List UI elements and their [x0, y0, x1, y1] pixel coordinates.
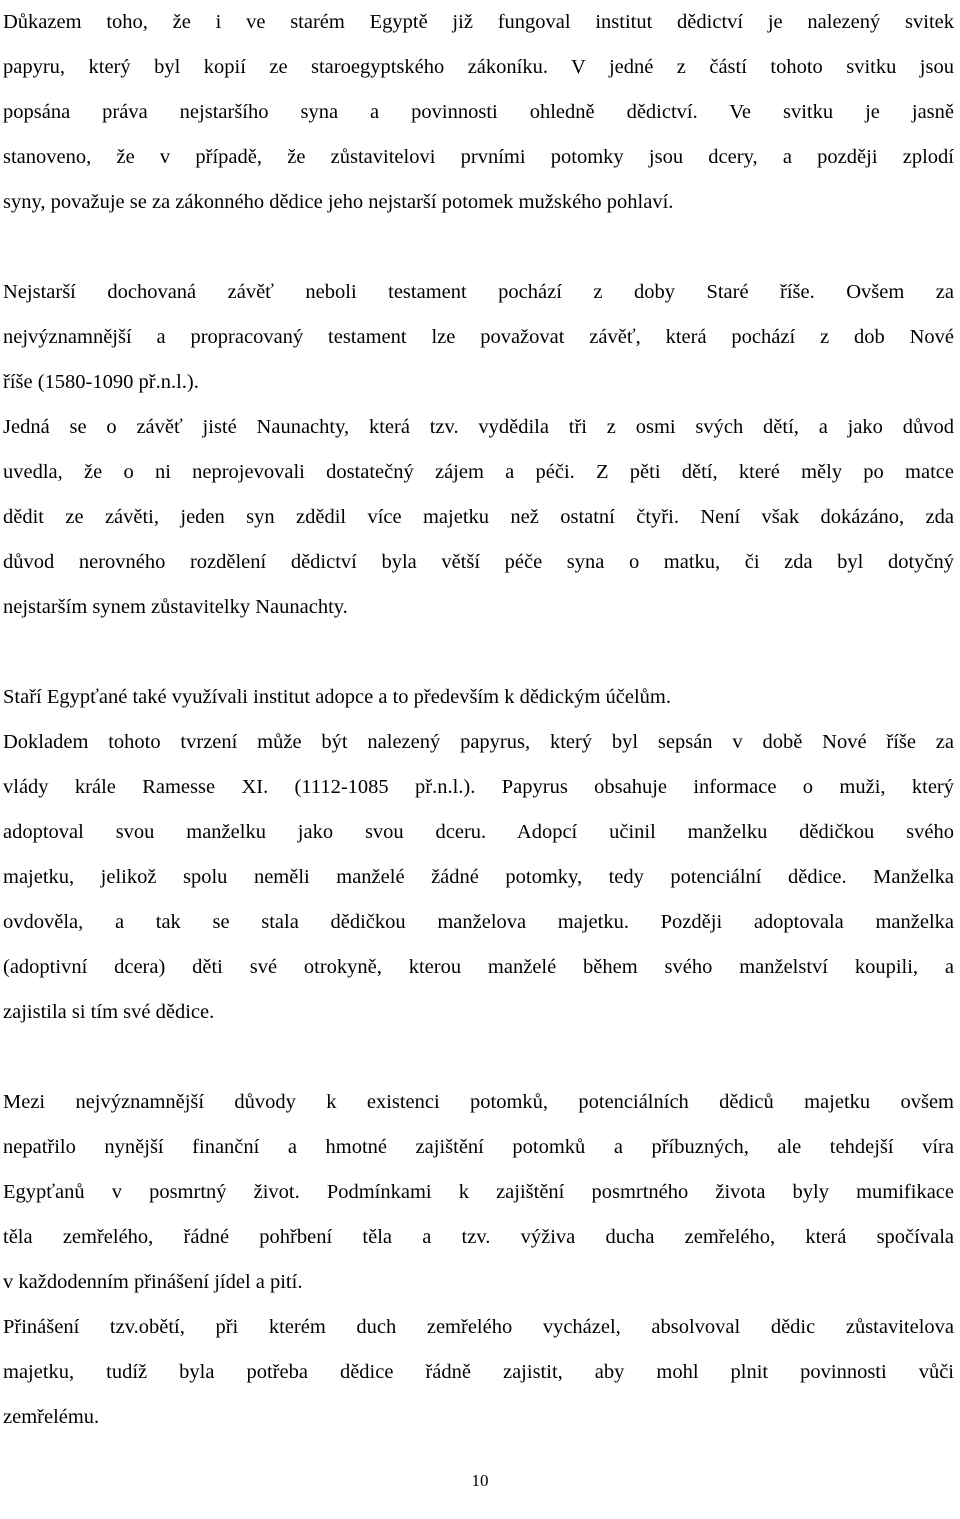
text-line: majetku, jelikož spolu neměli manželé žádné potomky, tedy potenciální dědice. Manželka: [3, 866, 954, 888]
document-page: [3, 0, 954, 1440]
text-line: stanoveno, že v případě, že zůstavitelovi prvními potomky jsou dcery, a později zplodí: [3, 146, 954, 168]
page-number: 10: [471, 1471, 489, 1490]
text-line: papyru, který byl kopií ze staroegyptského zákoníku. V jedné z částí tohoto svitku jsou: [3, 56, 954, 78]
text-line: uvedla, že o ni neprojevovali dostatečný zájem a péči. Z pěti dětí, které měly po matce: [3, 461, 954, 483]
text-line: v každodenním přinášení jídel a pití.: [3, 1271, 303, 1293]
text-line: syny, považuje se za zákonného dědice jeho nejstarší potomek mužského pohlaví.: [3, 191, 674, 213]
paragraph-oldest-testament: [3, 270, 954, 630]
text-line: nejvýznamnější a propracovaný testament lze považovat závěť, která pochází z dob Nové: [3, 326, 954, 348]
text-line: popsána práva nejstaršího syna a povinnosti ohledně dědictví. Ve svitku je jasně: [3, 101, 954, 123]
text-line: ovdověla, a tak se stala dědičkou manželova majetku. Později adoptovala manželka: [3, 911, 954, 933]
text-line: Staří Egypťané také využívali institut adopce a to především k dědickým účelům.: [3, 686, 671, 708]
text-line: Přinášení tzv.obětí, při kterém duch zemřelého vycházel, absolvoval dědic zůstavitelova: [3, 1316, 954, 1338]
text-line: majetku, tudíž byla potřeba dědice řádně zajistit, aby mohl plnit povinnosti vůči: [3, 1361, 954, 1383]
paragraph-spacer: [3, 225, 954, 270]
text-line: říše (1580-1090 př.n.l.).: [3, 371, 199, 393]
paragraph-spacer: [3, 1035, 954, 1080]
text-line: Nejstarší dochovaná závěť neboli testament pochází z doby Staré říše. Ovšem za: [3, 281, 954, 303]
paragraph-afterlife: [3, 1080, 954, 1440]
text-line: těla zemřelého, řádné pohřbení těla a tzv. výživa ducha zemřelého, která spočívala: [3, 1226, 954, 1248]
paragraph-adoption: [3, 675, 954, 1035]
paragraph-spacer: [3, 630, 954, 675]
text-line: nejstarším synem zůstavitelky Naunachty.: [3, 596, 348, 618]
text-line: Jedná se o závěť jisté Naunachty, která tzv. vydědila tři z osmi svých dětí, a jako důvod: [3, 416, 954, 438]
text-line: Důkazem toho, že i ve starém Egyptě již fungoval institut dědictví je nalezený svitek: [3, 11, 954, 33]
text-line: (adoptivní dcera) děti své otrokyně, kterou manželé během svého manželství koupili, a: [3, 956, 954, 978]
text-line: Dokladem tohoto tvrzení může být nalezený papyrus, který byl sepsán v době Nové říše za: [3, 731, 954, 753]
text-line: adoptoval svou manželku jako svou dceru. Adopcí učinil manželku dědičkou svého: [3, 821, 954, 843]
text-line: Egypťanů v posmrtný život. Podmínkami k zajištění posmrtného života byly mumifikace: [3, 1181, 954, 1203]
text-line: vlády krále Ramesse XI. (1112-1085 př.n.l.). Papyrus obsahuje informace o muži, který: [3, 776, 954, 798]
text-line: Mezi nejvýznamnější důvody k existenci potomků, potenciálních dědiců majetku ovšem: [3, 1091, 954, 1113]
text-line: důvod nerovného rozdělení dědictví byla větší péče syna o matku, či zda byl dotyčný: [3, 551, 954, 573]
text-line: nepatřilo nynější finanční a hmotné zajištění potomků a příbuzných, ale tehdejší víra: [3, 1136, 954, 1158]
text-line: zemřelému.: [3, 1406, 100, 1428]
paragraph-egypt-papyrus: [3, 0, 954, 225]
text-line: zajistila si tím své dědice.: [3, 1001, 215, 1023]
text-line: dědit ze závěti, jeden syn zdědil více majetku než ostatní čtyři. Není však dokázáno, zda: [3, 506, 954, 528]
